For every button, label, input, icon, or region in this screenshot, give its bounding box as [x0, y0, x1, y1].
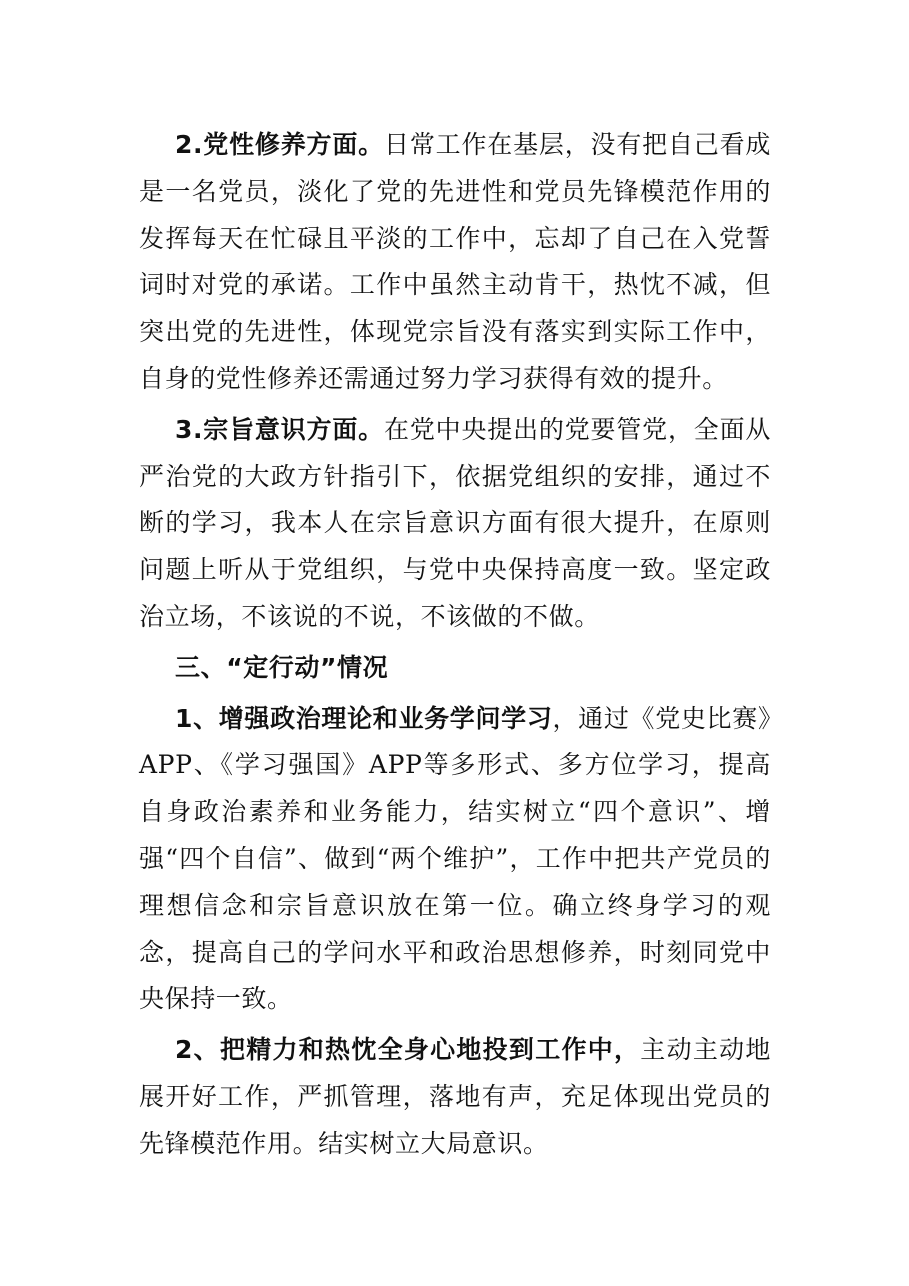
- paragraph-purpose-awareness: [139, 407, 771, 641]
- paragraph-action-study: [139, 696, 771, 1024]
- paragraph-action-work: [139, 1027, 771, 1167]
- document-body: [139, 122, 771, 1172]
- paragraph-heading: 2、把精力和热忱全身心地投到工作中，: [175, 1035, 641, 1065]
- paragraph-text: 主动主动地展开好工作，严抓管理，落地有声，充足体现出党员的先锋模范作用。结实树立大局意识。: [139, 1035, 771, 1158]
- paragraph-party-cultivation: [139, 122, 771, 403]
- paragraph-heading: 1、增强政治理论和业务学问学习: [175, 703, 553, 733]
- section-title: 三、“定行动”情况: [175, 652, 389, 682]
- paragraph-text: ，通过《党史比赛》APP、《学习强国》APP等多形式、多方位学习，提高自身政治素养和业务能力，结实树立“四个意识”、增强“四个自信”、做到“两个维护”，工作中把共产党员的理想信念和宗旨意识放在第一位。确立终身学习的观念，提高自己的学问水平和政治思想修养，时刻同党中央保持一致。: [139, 703, 771, 1014]
- paragraph-text: 在党中央提出的党要管党，全面从严治党的大政方针指引下，依据党组织的安排，通过不断的学习，我本人在宗旨意识方面有很大提升，在原则问题上听从于党组织，与党中央保持高度一致。坚定政治立场，不该说的不说，不该做的不做。: [139, 414, 771, 631]
- paragraph-heading: 3.宗旨意识方面。: [175, 414, 384, 444]
- paragraph-text: 日常工作在基层，没有把自己看成是一名党员，淡化了党的先进性和党员先锋模范作用的发挥每天在忙碌且平淡的工作中，忘却了自己在入党誓词时对党的承诺。工作中虽然主动肯干，热忱不减，但突出党的先进性，体现党宗旨没有落实到实际工作中，自身的党性修养还需通过努力学习获得有效的提升。: [139, 130, 771, 393]
- paragraph-heading: 2.党性修养方面。: [175, 130, 384, 159]
